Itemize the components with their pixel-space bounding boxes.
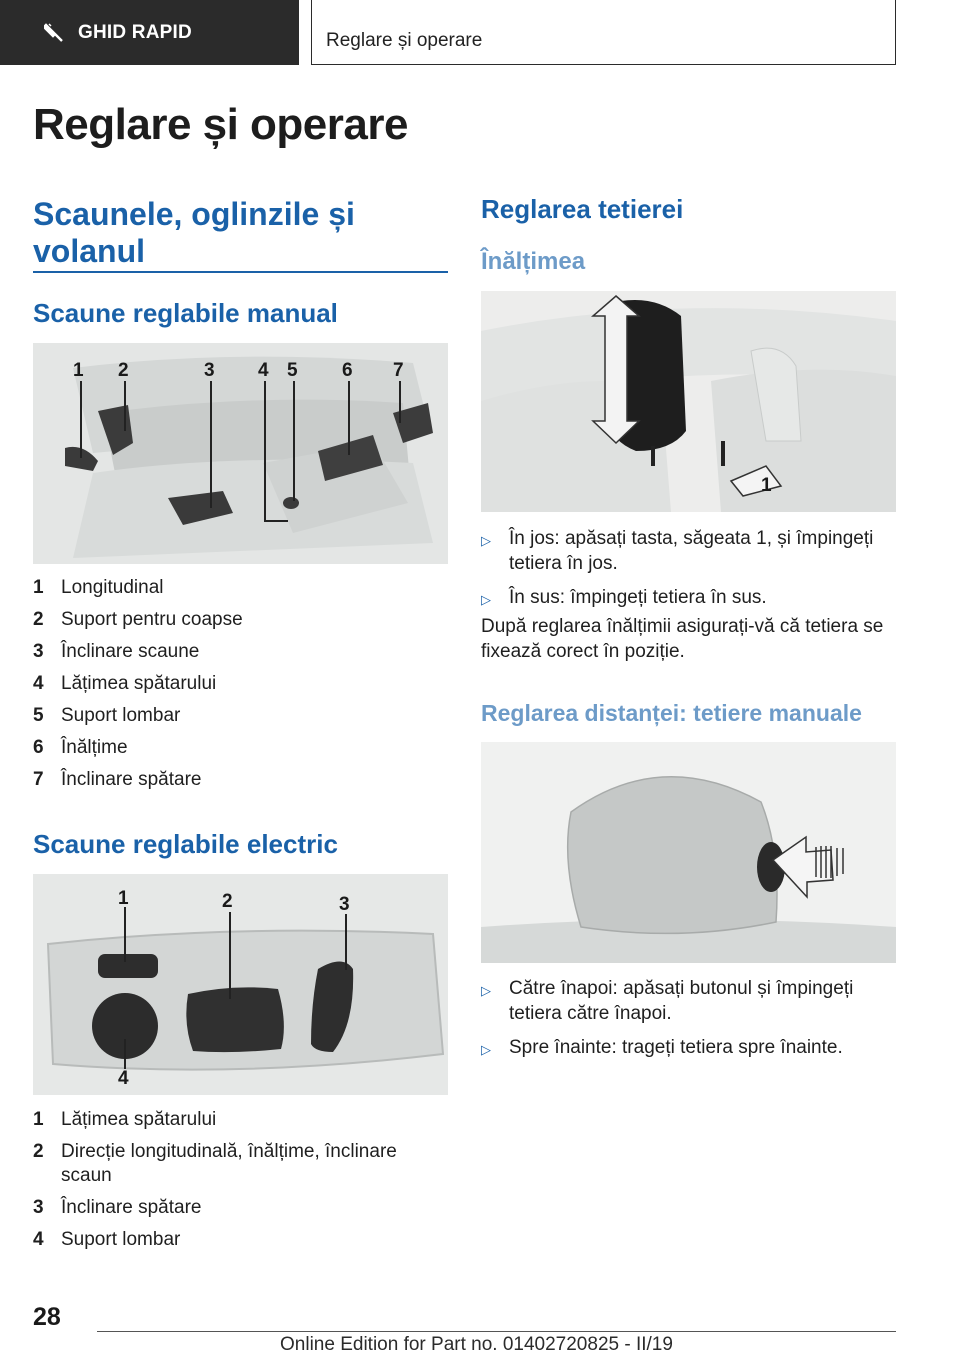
page-number: 28 <box>33 1303 61 1331</box>
callout-1: 1 <box>73 360 84 381</box>
list-item: 4 Suport lombar <box>33 1229 181 1250</box>
headrest-height-illustration <box>481 291 896 512</box>
distance-subheading: Reglarea distanței: tetiere manuale <box>481 700 862 726</box>
headrest-heading: Reglarea tetierei <box>481 194 684 224</box>
callout-3: 3 <box>204 360 215 381</box>
list-item: ▷ În jos: apăsați tasta, săgeata 1, și împingeți tetiera în jos. <box>481 528 874 574</box>
list-item: ▷ Spre înainte: trageți tetiera spre înainte. <box>481 1035 896 1062</box>
distance-steps <box>481 976 896 1071</box>
callout-4: 4 <box>118 1068 129 1089</box>
list-item: 3 Înclinare spătare <box>33 1197 202 1218</box>
triangle-bullet-icon: ▷ <box>481 592 491 607</box>
height-steps <box>481 526 896 621</box>
callout-6: 6 <box>342 360 353 381</box>
edition-info: Online Edition for Part no. 01402720825 - II/19 <box>280 1334 673 1355</box>
callout-7: 7 <box>393 360 404 381</box>
callout-1: 1 <box>761 475 772 496</box>
list-item: 1 Lățimea spătarului <box>33 1109 217 1130</box>
list-item: 3 Înclinare scaune <box>33 641 200 662</box>
list-item: 6 Înălțime <box>33 737 128 758</box>
height-subheading: Înălțimea <box>481 248 586 275</box>
headrest-distance-figure <box>481 742 896 963</box>
headrest-distance-illustration <box>481 742 896 963</box>
height-note: După reglarea înălțimii asigurați-vă că tetiera se fixează corect în poziție. <box>481 616 884 662</box>
list-item: ▷ În sus: împingeți tetiera în sus. <box>481 585 896 612</box>
list-item: ▷ Către înapoi: apăsați butonul și împingeți tetiera către înapoi. <box>481 978 854 1024</box>
list-item: 4 Lățimea spătarului <box>33 673 217 694</box>
triangle-bullet-icon: ▷ <box>481 533 491 548</box>
triangle-bullet-icon: ▷ <box>481 983 491 998</box>
electric-seat-legend <box>33 1104 448 1256</box>
list-item: 2 Suport pentru coapse <box>33 609 243 630</box>
list-item: 1 Longitudinal <box>33 577 164 598</box>
manual-seat-figure <box>33 343 448 564</box>
headrest-height-figure <box>481 291 896 512</box>
page-title: Reglare și operare <box>33 100 408 149</box>
footer-divider <box>97 1331 896 1332</box>
callout-5: 5 <box>287 360 298 381</box>
breadcrumb-text: Reglare și operare <box>326 30 483 51</box>
list-item: 7 Înclinare spătare <box>33 769 202 790</box>
manual-seat-illustration <box>33 343 448 564</box>
electric-seats-heading: Scaune reglabile electric <box>33 829 338 859</box>
list-item: 5 Suport lombar <box>33 705 181 726</box>
quick-guide-tab[interactable] <box>0 0 299 65</box>
manual-seats-heading: Scaune reglabile manual <box>33 298 338 328</box>
callout-2: 2 <box>222 891 233 912</box>
electric-seat-figure <box>33 874 448 1095</box>
list-item: 2 Direcție longitudinală, înălțime, înclinare scaun <box>33 1141 397 1186</box>
section-divider <box>33 271 448 273</box>
breadcrumb <box>311 0 896 65</box>
callout-3: 3 <box>339 894 350 915</box>
callout-4: 4 <box>258 360 269 381</box>
electric-seat-illustration <box>33 874 448 1095</box>
quick-guide-icon <box>44 23 64 43</box>
quick-guide-label: GHID RAPID <box>78 21 192 43</box>
callout-2: 2 <box>118 360 129 381</box>
triangle-bullet-icon: ▷ <box>481 1042 491 1057</box>
section-title-seats: Scaunele, oglinzile și volanul <box>33 196 355 269</box>
manual-seat-legend <box>33 572 448 796</box>
callout-1: 1 <box>118 888 129 909</box>
